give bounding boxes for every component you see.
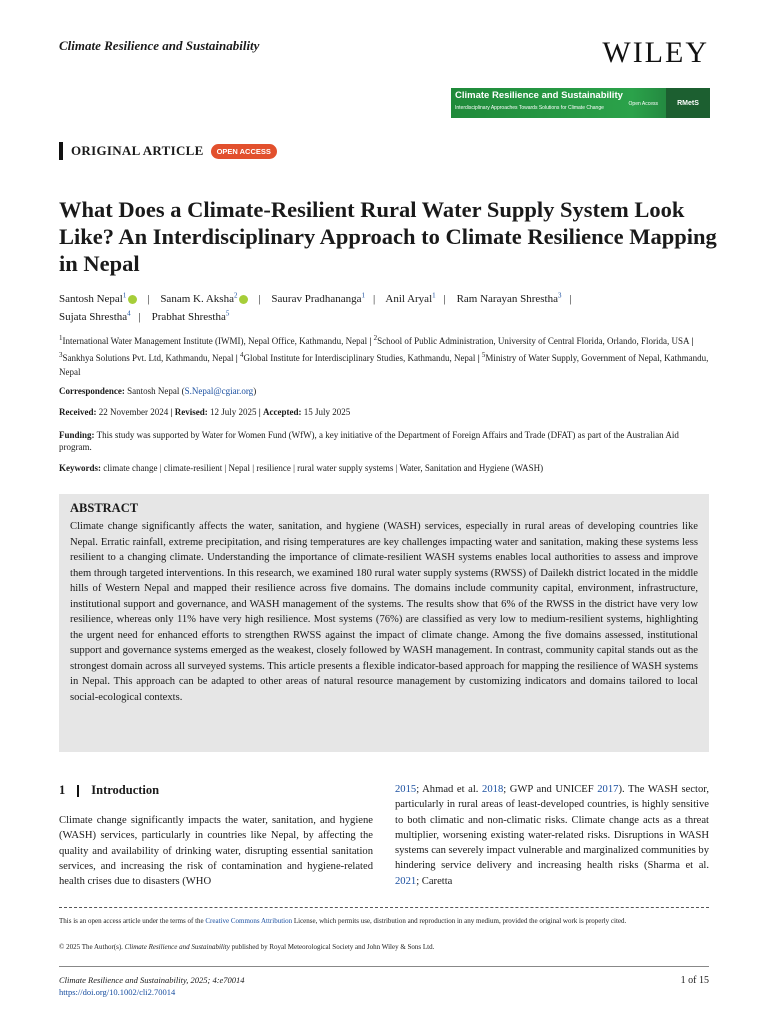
body-text-left: Climate change significantly impacts the water, sanitation, and hygiene (WASH) services, particularly in countries like Nepal, by affecting the quality and availability of drinking water, disrupting essential sanitation services, and increasing the risk of contamination and hygiene-related health crises due to disasters (WHO bbox=[59, 815, 373, 888]
journal-name: Climate Resilience and Sustainability bbox=[59, 38, 260, 53]
citation-link[interactable]: 2021 bbox=[395, 875, 417, 887]
author[interactable]: Anil Aryal$^1$ bbox=[385, 291, 436, 305]
article-dates: Received: 22 November 2024 | Revised: 12 July 2025 | Accepted: 15 July 2025 bbox=[59, 407, 351, 417]
open-access-badge[interactable]: OPEN ACCESS bbox=[211, 144, 277, 159]
author[interactable]: Santosh Nepal$^1$ bbox=[59, 293, 139, 305]
author-list: Santosh Nepal$^1$ | Sanam K. Aksha$^2$ | Saurav Pradhananga$^1$ | Anil Aryal$^1$ | Ram Narayan Shrestha$^3$ | Sujata Shrestha$^4$ | Prabhat Shrestha$^5$ bbox=[59, 291, 572, 324]
email-link[interactable]: S.Nepal@cgiar.org bbox=[184, 386, 254, 396]
correspondence: Correspondence: Santosh Nepal (S.Nepal@cgiar.org) bbox=[59, 386, 257, 396]
body-text-right: 2015; Ahmad et al. 2018; GWP and UNICEF 2017). The WASH sector, particularly in rural areas of least-developed countries, is highly sensitive to both climatic and non-climatic risks. Climate change acts as a threat multiplier, worsening existing water-related risks. Disruptions in WASH systems can severely impact vulnerable and marginalized communities by hindering service delivery and increasing health risks (Sharma et al. 2021; Caretta bbox=[395, 784, 710, 887]
keywords: Keywords: climate change | climate-resilient | Nepal | resilience | rural water supply systems | Water, Sanitation and Hygiene (WASH) bbox=[59, 463, 544, 473]
banner-open-access: Open Access bbox=[628, 101, 658, 107]
orcid-icon[interactable] bbox=[239, 295, 248, 304]
license-link[interactable]: Creative Commons Attribution bbox=[205, 917, 293, 925]
publisher-logo: WILEY bbox=[602, 36, 709, 69]
article-title: What Does a Climate-Resilient Rural Water Supply System Look Like? An Interdisciplinary Approach to Climate Resilience Mapping in Nepal bbox=[59, 197, 717, 276]
society-logo: RMetS bbox=[666, 88, 710, 118]
doi-link[interactable]: https://doi.org/10.1002/cli2.70014 bbox=[59, 987, 176, 997]
citation-link[interactable]: 2015 bbox=[395, 784, 417, 795]
article-type-bar bbox=[59, 142, 63, 160]
abstract-text: Climate change significantly affects the water, sanitation, and hygiene (WASH) services, especially in rural areas of developing countries like Nepal. Erratic rainfall, extreme precipitation, and rising temperatures are key challenges impacting water and sanitation, making these systems less resilient to a changing climate. Understanding the importance of climate-resilient WASH systems enables local authorities to assess and improve them through targeted interventions. In this research, we examined 180 rural water supply systems (RWSS) of Dailekh district located in the middle hills of Western Nepal and mapped their resilience across five domains. The domains include community capital, environment, infrastructure, institutional support and governance, and WASH management of the systems. The results show that 6% of the RWSS in the district have very low resilience, whereas only 11% have very high resilience. Most systems (76%) are classified as very low to medium-resilient systems, highlighting the urgent need for enhanced efforts to strengthen RWSS against the impact of climate change. Among the five domains assessed, institutional support and governance systems emerged as the weakest, closely followed by WASH management. In contrast, community capital stands out as the strongest domain across all surveyed systems. This article presents a flexible indicator-based approach for mapping the resilience of WASH systems in Nepal. This approach can be adapted to other areas of natural resource management by customizing indicators and domains tailored to local social-ecological contexts. bbox=[70, 521, 698, 703]
page-number: 1 of 15 bbox=[680, 975, 709, 986]
banner-title: Climate Resilience and Sustainability bbox=[455, 90, 623, 101]
author[interactable]: Sujata Shrestha$^4$ bbox=[59, 309, 131, 324]
license-note: This is an open access article under the terms of the Creative Commons Attribution License, which permits use, distribution and reproduction in any medium, provided the original work is properly cited. bbox=[59, 917, 627, 925]
citation-link[interactable]: 2017 bbox=[597, 784, 619, 795]
funding: Funding: This study was supported by Water for Women Fund (WfW), a key initiative of the Department of Foreign Affairs and Trade (DFAT) as part of the Australian Aid program. bbox=[59, 430, 679, 452]
author[interactable]: Ram Narayan Shrestha$^3$ bbox=[456, 291, 562, 305]
section-heading: 1 Introduction bbox=[59, 783, 160, 797]
copyright-note: © 2025 The Author(s). Climate Resilience and Sustainability published by Royal Meteorological Society and John Wiley & Sons Ltd. bbox=[59, 943, 435, 951]
banner-subtitle: Interdisciplinary Approaches Towards Solutions for Climate Change bbox=[455, 105, 604, 111]
footer-rule bbox=[59, 966, 709, 967]
abstract-box bbox=[59, 494, 709, 752]
footer-citation: Climate Resilience and Sustainability, 2025; 4:e70014 bbox=[59, 975, 245, 985]
affiliations: $^1$International Water Management Institute (IWMI), Nepal Office, Kathmandu, Nepal | $^2$School of Public Administration, University of Central Florida, Orlando, Florida, USA | $^3$Sankhya Solutions Pvt. Ltd, Kathmandu, Nepal | $^4$Global Institute for Interdisciplinary Studies, Kathmandu, Nepal | $^5$Ministry of Water Supply, Government of Nepal, Kathmandu, Nepal bbox=[59, 334, 709, 377]
citation-link[interactable]: 2018 bbox=[482, 784, 504, 795]
article-type: ORIGINAL ARTICLE bbox=[71, 143, 204, 158]
author[interactable]: Prabhat Shrestha$^5$ bbox=[151, 309, 230, 324]
footnote-divider bbox=[59, 907, 709, 908]
author[interactable]: Saurav Pradhananga$^1$ bbox=[271, 291, 366, 305]
abstract-heading: ABSTRACT bbox=[70, 501, 139, 515]
article-type-row bbox=[59, 142, 277, 160]
journal-banner bbox=[451, 88, 710, 118]
orcid-icon[interactable] bbox=[128, 295, 137, 304]
author[interactable]: Sanam K. Aksha$^2$ bbox=[160, 293, 250, 305]
